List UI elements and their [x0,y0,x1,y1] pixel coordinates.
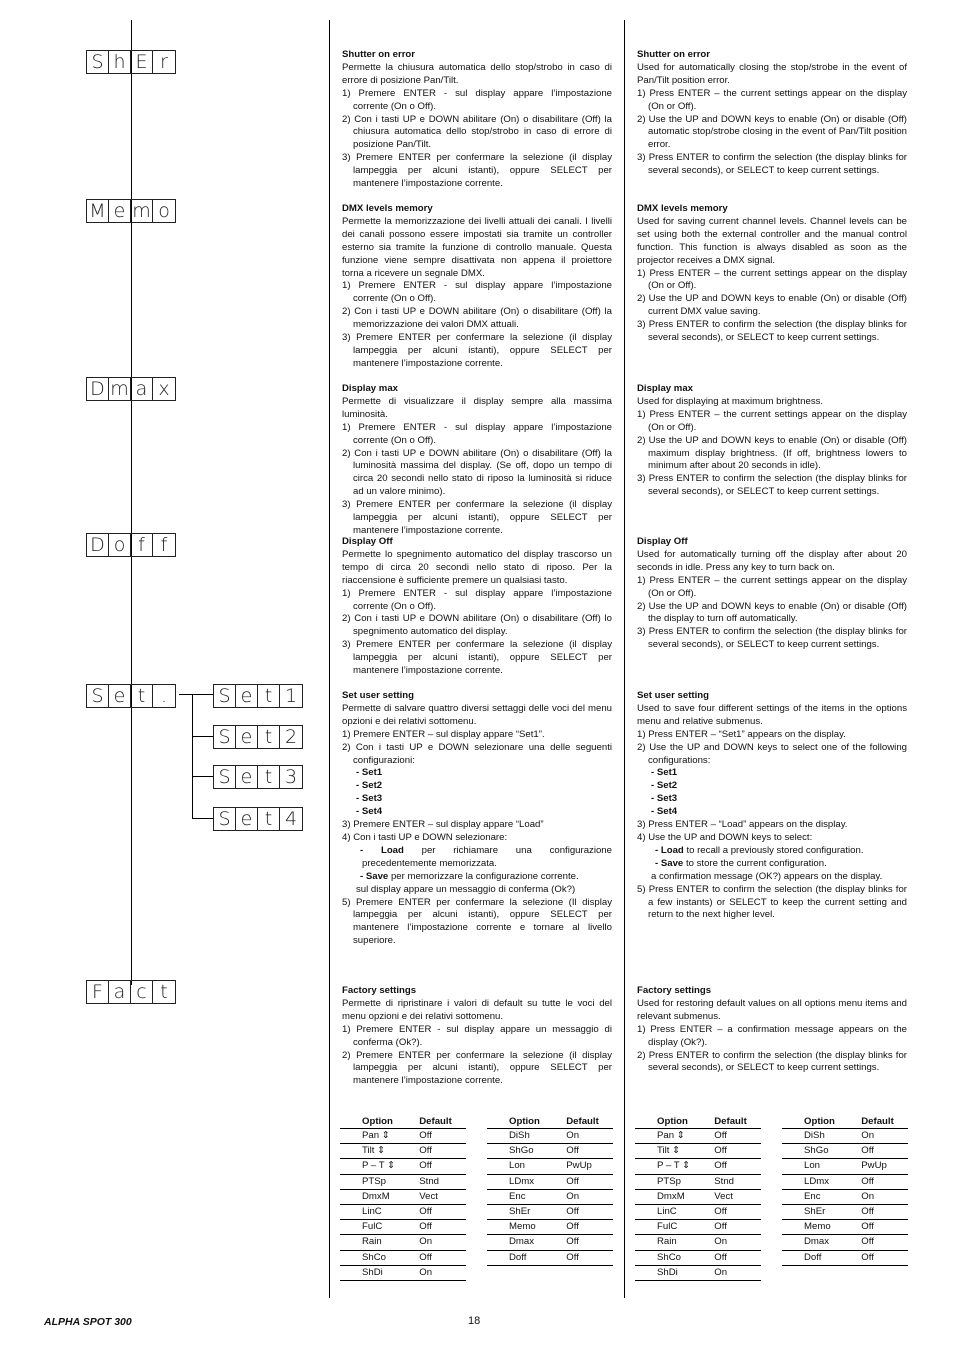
defaults-table-en-right [782,1114,908,1266]
default-cell: On [861,1189,908,1204]
display-char: S [87,685,109,707]
option-load-label: - Load [360,844,404,856]
step: 4) Con i tasti UP e DOWN selezionare: [342,831,508,843]
option-cell: FulC [635,1220,714,1235]
section-title: Display Off [342,536,393,547]
display-char: e [236,808,258,830]
option-cell: FulC [340,1220,419,1235]
option-set1: - Set1 [651,767,678,779]
section-intro: Permette la memorizzazione dei livelli attuali dei canali. I livelli dei canali possono essere impostati sia tramite un controller esterno sia tramite la funzione di controllo manuale. Questa funzione viene sempre disattivata non appena il proiettore torna a ricevere un segnale DMX. [342,215,612,279]
step: 2) Con i tasti UP e DOWN abilitare (On) o disabilitare (Off) la luminosità massima del display. (Se off, dopo un tempo di circa 20 secondi nello stato di riposo la luminosità si riduce ad un valore minimo). [342,447,612,498]
set2-connector [192,736,213,737]
option-set1: - Set1 [356,767,383,779]
display-char: e [109,200,131,222]
option-load [342,845,612,871]
option-load-text: to recall a previously stored configuration. [683,844,864,856]
section-title: Set user setting [637,690,709,701]
default-cell: Off [861,1144,908,1159]
default-cell: Off [566,1205,613,1220]
display-char: S [87,51,109,73]
table-row [340,1265,466,1280]
table-row [340,1174,466,1189]
option-save-text: to store the current configuration. [683,857,827,869]
section-title: DMX levels memory [342,203,433,214]
section-intro: Used for restoring default values on all options menu items and relevant submenus. [637,997,907,1022]
display-char: 3 [284,765,298,788]
step: 3) Premere ENTER per confermare la selezione (il display lampeggia per alcuni istanti), oppure SELECT per mantenere l’impostazione corrente. [342,332,612,369]
default-cell: Off [566,1144,613,1159]
step: 1) Press ENTER – the current settings appear on the display (On or Off). [637,87,907,112]
display-char: 4 [284,807,298,830]
section-title: Display max [342,383,398,394]
step: 3) Premere ENTER per confermare la selezione (il display lampeggia per alcuni istanti), oppure SELECT per mantenere l’impostazione corrente. [342,499,612,536]
option-cell: Tilt ⇕ [635,1144,714,1159]
option-cell: Enc [782,1189,861,1204]
table-row [782,1129,908,1144]
table-row [487,1144,613,1159]
column-divider-right [624,20,625,1298]
section-title: Display Off [637,536,688,547]
set3-connector [192,776,213,777]
default-cell: Off [566,1235,613,1250]
step: 1) Press ENTER – the current settings appear on the display (On or Off). [637,408,907,433]
display-char: D [87,378,109,400]
section-title: DMX levels memory [637,203,728,214]
en-display-off [637,536,907,652]
table-row [340,1205,466,1220]
column-header-option: Option [487,1114,566,1129]
column-header-default: Default [861,1114,908,1129]
display-char: a [131,378,153,400]
default-cell: On [419,1235,466,1250]
option-cell: DmxM [635,1189,714,1204]
option-cell: Memo [487,1220,566,1235]
default-cell: On [566,1129,613,1144]
display-memo [86,199,176,223]
display-char: t [258,808,280,830]
set-submenu-connector [179,694,213,695]
display-char: F [87,981,109,1003]
display-char: o [109,534,131,556]
option-cell: DiSh [487,1129,566,1144]
table-row [487,1235,613,1250]
display-char: S [214,726,236,748]
it-set-user-setting [342,690,612,948]
section-title: Shutter on error [637,49,711,60]
table-row [487,1250,613,1265]
option-save-label: - Save [360,870,389,882]
option-set4: - Set4 [651,806,678,818]
display-char: h [109,51,131,73]
it-display-max [342,383,612,538]
defaults-table-en-left [635,1114,761,1281]
option-cell: Memo [782,1220,861,1235]
table-row [487,1159,613,1174]
display-set [86,684,176,708]
option-save [342,871,612,884]
option-set2: - Set2 [356,780,383,792]
step: 2) Use the UP and DOWN keys to enable (On) or disable (Off) current DMX value saving. [637,293,907,318]
display-char: f [131,534,153,556]
table-row [487,1205,613,1220]
default-cell: Off [714,1144,761,1159]
table-row [782,1235,908,1250]
display-set3 [213,765,303,789]
display-char: t [258,726,280,748]
option-cell: Lon [782,1159,861,1174]
table-row [782,1220,908,1235]
option-cell: Doff [782,1250,861,1265]
step: 1) Press ENTER – a confirmation message appears on the display (Ok?). [637,1023,907,1048]
table-row [635,1159,761,1174]
display-char: M [87,200,109,222]
default-cell: Off [714,1250,761,1265]
default-cell: Off [419,1205,466,1220]
set4-connector [192,818,213,819]
display-set2 [213,725,303,749]
display-char: S [214,808,236,830]
step: 1) Premere ENTER - sul display appare un messaggio di conferma (Ok?). [342,1023,612,1048]
option-cell: ShCo [635,1250,714,1265]
table-row [487,1220,613,1235]
default-cell: Off [566,1174,613,1189]
option-cell: Doff [487,1250,566,1265]
display-char: e [236,766,258,788]
table-row [340,1235,466,1250]
table-row [635,1265,761,1280]
step: 2) Con i tasti UP e DOWN selezionare una delle seguenti configurazioni: [342,741,612,766]
display-char: a [109,981,131,1003]
option-save-text: per memorizzare la configurazione corrente. [388,870,579,882]
section-title: Factory settings [637,985,712,996]
column-header-option: Option [635,1114,714,1129]
step: 4) Use the UP and DOWN keys to select: [637,831,813,843]
step: 2) Use the UP and DOWN keys to enable (On) or disable (Off) maximum display brightness. (If off, brightness lowers to minimum after about 20 seconds in idle). [637,434,907,472]
step: 3) Press ENTER to confirm the selection (the display blinks for several seconds), or SELECT to keep current settings. [637,319,907,344]
option-cell: Pan ⇕ [340,1129,419,1144]
option-cell: LinC [635,1205,714,1220]
display-char: e [236,726,258,748]
display-sher [86,50,176,74]
table-row [782,1189,908,1204]
table-row [782,1144,908,1159]
section-intro: Permette di visualizzare il display sempre alla massima luminosità. [342,395,612,420]
default-cell: Off [419,1144,466,1159]
default-cell: On [714,1265,761,1280]
display-char: D [87,534,109,556]
option-load [637,845,907,858]
table-row [635,1220,761,1235]
default-cell: Off [714,1220,761,1235]
display-char: o [158,199,170,222]
it-shutter-on-error [342,49,612,191]
table-row [487,1189,613,1204]
table-row [635,1250,761,1265]
step: 1) Premere ENTER – sul display appare “Set1”. [342,728,545,740]
en-set-user-setting [637,690,907,922]
option-cell: Rain [635,1235,714,1250]
menu-tree-trunk [131,20,132,985]
option-cell: P – T ⇕ [635,1159,714,1174]
en-factory-settings [637,985,907,1075]
option-set2: - Set2 [651,780,678,792]
step: 1) Press ENTER – the current settings appear on the display (On or Off). [637,574,907,599]
section-title: Set user setting [342,690,414,701]
option-set4: - Set4 [356,806,383,818]
table-row [340,1144,466,1159]
option-cell: Enc [487,1189,566,1204]
option-cell: DiSh [782,1129,861,1144]
display-char: m [131,200,153,222]
option-cell: LDmx [487,1174,566,1189]
option-cell: LDmx [782,1174,861,1189]
option-cell: Pan ⇕ [635,1129,714,1144]
step: 3) Premere ENTER per confermare la selezione (il display lampeggia per alcuni istanti), oppure SELECT per mantenere l’impostazione corrente. [342,152,612,190]
option-cell: PTSp [340,1174,419,1189]
option-cell: Tilt ⇕ [340,1144,419,1159]
table-row [487,1129,613,1144]
column-header-option: Option [782,1114,861,1129]
it-display-off [342,536,612,678]
table-row [782,1174,908,1189]
option-set3: - Set3 [356,793,383,805]
table-header-row [782,1114,908,1129]
display-char: . [160,684,168,707]
display-set4 [213,807,303,831]
en-shutter-on-error [637,49,907,178]
option-save-label: - Save [655,857,684,869]
table-row [635,1144,761,1159]
column-header-default: Default [566,1114,613,1129]
it-factory-settings [342,985,612,1088]
step: 5) Premere ENTER per confermare la selezione (Il display lampeggia per alcuni istanti), oppure SELECT per mantenere l’impostazione corrente e tornare al livello superiore. [342,896,612,947]
default-cell: Vect [714,1189,761,1204]
display-fact [86,980,176,1004]
it-dmx-levels-memory [342,203,612,371]
table-row [782,1205,908,1220]
option-cell: ShDi [635,1265,714,1280]
display-char: t [258,685,280,707]
column-header-default: Default [714,1114,761,1129]
option-cell: Dmax [487,1235,566,1250]
step: 2) Premere ENTER per confermare la selezione (il display lampeggia per alcuni istanti), oppure SELECT per mantenere l’impostazione corrente. [342,1049,612,1087]
default-cell: Off [861,1220,908,1235]
table-row [487,1174,613,1189]
table-header-row [487,1114,613,1129]
step: 1) Premere ENTER - sul display appare l’impostazione corrente (On o Off). [342,587,612,612]
step: 2) Con i tasti UP e DOWN abilitare (On) o disabilitare (Off) la chiusura automatica dello stop/strobo in caso di errore di posizione Pan/Tilt. [342,113,612,151]
table-row [635,1189,761,1204]
section-intro: Used for automatically closing the stop/strobe in the event of Pan/Tilt position error. [637,61,907,86]
default-cell: Off [566,1250,613,1265]
option-cell: PTSp [635,1174,714,1189]
default-cell: Off [861,1205,908,1220]
default-cell: Off [419,1250,466,1265]
display-char: S [214,685,236,707]
step: 5) Press ENTER to confirm the selection (the display blinks for a few instants) or SELECT to keep the current setting and return to the next higher level. [637,883,907,921]
display-char: E [131,51,153,73]
en-display-max [637,383,907,499]
confirm-note: sul display appare un messaggio di conferma (Ok?) [356,883,576,895]
column-header-default: Default [419,1114,466,1129]
table-row [635,1174,761,1189]
option-load-label: - Load [655,844,684,856]
section-intro: Used for displaying at maximum brightness. [637,395,824,407]
display-char: t [160,980,168,1003]
display-char: m [109,378,131,400]
option-cell: ShDi [340,1265,419,1280]
display-set1 [213,684,303,708]
display-char: x [158,377,170,400]
default-cell: Off [419,1220,466,1235]
table-row [782,1159,908,1174]
option-cell: ShEr [487,1205,566,1220]
option-cell: P – T ⇕ [340,1159,419,1174]
set-submenu-branch [192,694,193,818]
option-cell: ShEr [782,1205,861,1220]
display-char: r [160,50,168,73]
option-cell: Lon [487,1159,566,1174]
display-doff [86,533,176,557]
default-cell: Off [419,1159,466,1174]
defaults-table-it-left [340,1114,466,1281]
table-header-row [635,1114,761,1129]
display-char: 1 [284,684,298,707]
section-intro: Permette la chiusura automatica dello stop/strobo in caso di errore di posizione Pan/Tilt. [342,61,612,86]
default-cell: On [419,1265,466,1280]
option-cell: DmxM [340,1189,419,1204]
section-intro: Permette lo spegnimento automatico del display trascorso un tempo di circa 20 secondi nello stato di riposo. Per la riaccensione è sufficiente premere un qualsiasi tasto. [342,548,612,586]
display-char: t [131,685,153,707]
option-cell: ShCo [340,1250,419,1265]
default-cell: Off [861,1250,908,1265]
column-header-option: Option [340,1114,419,1129]
display-char: e [236,685,258,707]
step: 1) Premere ENTER - sul display appare l’impostazione corrente (On o Off). [342,87,612,112]
section-intro: Used to save four different settings of the items in the options menu and relative submenus. [637,702,907,727]
default-cell: On [566,1189,613,1204]
step: 2) Use the UP and DOWN keys to enable (On) or disable (Off) the display to turn off automatically. [637,600,907,625]
step: 3) Premere ENTER per confermare la selezione (il display lampeggia per alcuni istanti), oppure SELECT per mantenere l’impostazione corrente. [342,639,612,677]
table-row [340,1250,466,1265]
table-row [635,1235,761,1250]
default-cell: Off [861,1235,908,1250]
option-load-text: per richiamare una configurazione precedentemente memorizzata. [362,844,612,869]
section-title: Display max [637,383,693,394]
step: 1) Premere ENTER - sul display appare l’impostazione corrente (On o Off). [342,280,612,305]
footer-product-title: ALPHA SPOT 300 [44,1316,132,1328]
step: 3) Press ENTER to confirm the selection (the display blinks for several seconds), or SELECT to keep current settings. [637,626,907,651]
page-number: 18 [468,1315,481,1327]
display-char: S [214,766,236,788]
default-cell: Vect [419,1189,466,1204]
display-char: t [258,766,280,788]
step: 2) Con i tasti UP e DOWN abilitare (On) o disabilitare (Off) lo spegnimento automatico del display. [342,613,612,638]
step: 3) Press ENTER to confirm the selection (the display blinks for several seconds), or SELECT to keep current settings. [637,152,907,177]
step: 3) Premere ENTER – sul display appare “Load” [342,819,544,831]
default-cell: On [714,1235,761,1250]
step: 1) Press ENTER – the current settings appear on the display (On or Off). [637,267,907,292]
step: 2) Use the UP and DOWN keys to select one of the following configurations: [637,741,907,766]
table-row [340,1129,466,1144]
display-char: c [131,981,153,1003]
option-cell: Dmax [782,1235,861,1250]
en-dmx-levels-memory [637,203,907,345]
section-title: Factory settings [342,985,417,996]
table-row [635,1205,761,1220]
section-intro: Permette di ripristinare i valori di default su tutte le voci del menu opzioni e dei relativi sottomenu. [342,997,612,1022]
default-cell: Off [714,1205,761,1220]
step: 2) Con i tasti UP e DOWN abilitare (On) o disabilitare (Off) la memorizzazione dei valori DMX attuali. [342,306,612,331]
default-cell: On [861,1129,908,1144]
option-cell: LinC [340,1205,419,1220]
default-cell: Off [419,1129,466,1144]
display-char: 2 [284,725,298,748]
defaults-table-it-right [487,1114,613,1266]
table-row [340,1220,466,1235]
default-cell: PwUp [566,1159,613,1174]
display-dmax [86,377,176,401]
section-intro: Used for automatically turning off the display after about 20 seconds in idle. Press any key to turn back on. [637,548,907,573]
option-set3: - Set3 [651,793,678,805]
step: 2) Use the UP and DOWN keys to enable (On) or disable (Off) automatic stop/strobe closing in the event of Pan/Tilt position error. [637,113,907,151]
table-row [635,1129,761,1144]
table-row [782,1250,908,1265]
step: 1) Press ENTER – “Set1” appears on the display. [637,728,846,740]
option-cell: Rain [340,1235,419,1250]
default-cell: Off [861,1174,908,1189]
option-save [637,858,907,871]
default-cell: Stnd [419,1174,466,1189]
display-char: e [109,685,131,707]
section-title: Shutter on error [342,49,416,60]
step: 2) Press ENTER to confirm the selection (the display blinks for several seconds), or SELECT to keep current settings. [637,1049,907,1074]
default-cell: Stnd [714,1174,761,1189]
table-row [340,1159,466,1174]
section-intro: Used for saving current channel levels. Channel levels can be set using both the external controller and the manual control function. This function is always disabled as soon as the projector receives a DMX signal. [637,215,907,266]
option-cell: ShGo [487,1144,566,1159]
confirm-note: a confirmation message (OK?) appears on the display. [651,870,883,882]
default-cell: Off [566,1220,613,1235]
step: 1) Premere ENTER - sul display appare l’impostazione corrente (On o Off). [342,421,612,446]
default-cell: Off [714,1159,761,1174]
step: 3) Press ENTER to confirm the selection (the display blinks for several seconds), or SELECT to keep current settings. [637,473,907,498]
option-cell: ShGo [782,1144,861,1159]
display-char: f [160,533,168,556]
column-divider-left [329,20,330,1298]
default-cell: Off [714,1129,761,1144]
table-row [340,1189,466,1204]
step: 3) Press ENTER – “Load” appears on the display. [637,819,848,831]
default-cell: PwUp [861,1159,908,1174]
section-intro: Permette di salvare quattro diversi settaggi delle voci del menu opzioni e dei relativi sottomenu. [342,702,612,727]
table-header-row [340,1114,466,1129]
